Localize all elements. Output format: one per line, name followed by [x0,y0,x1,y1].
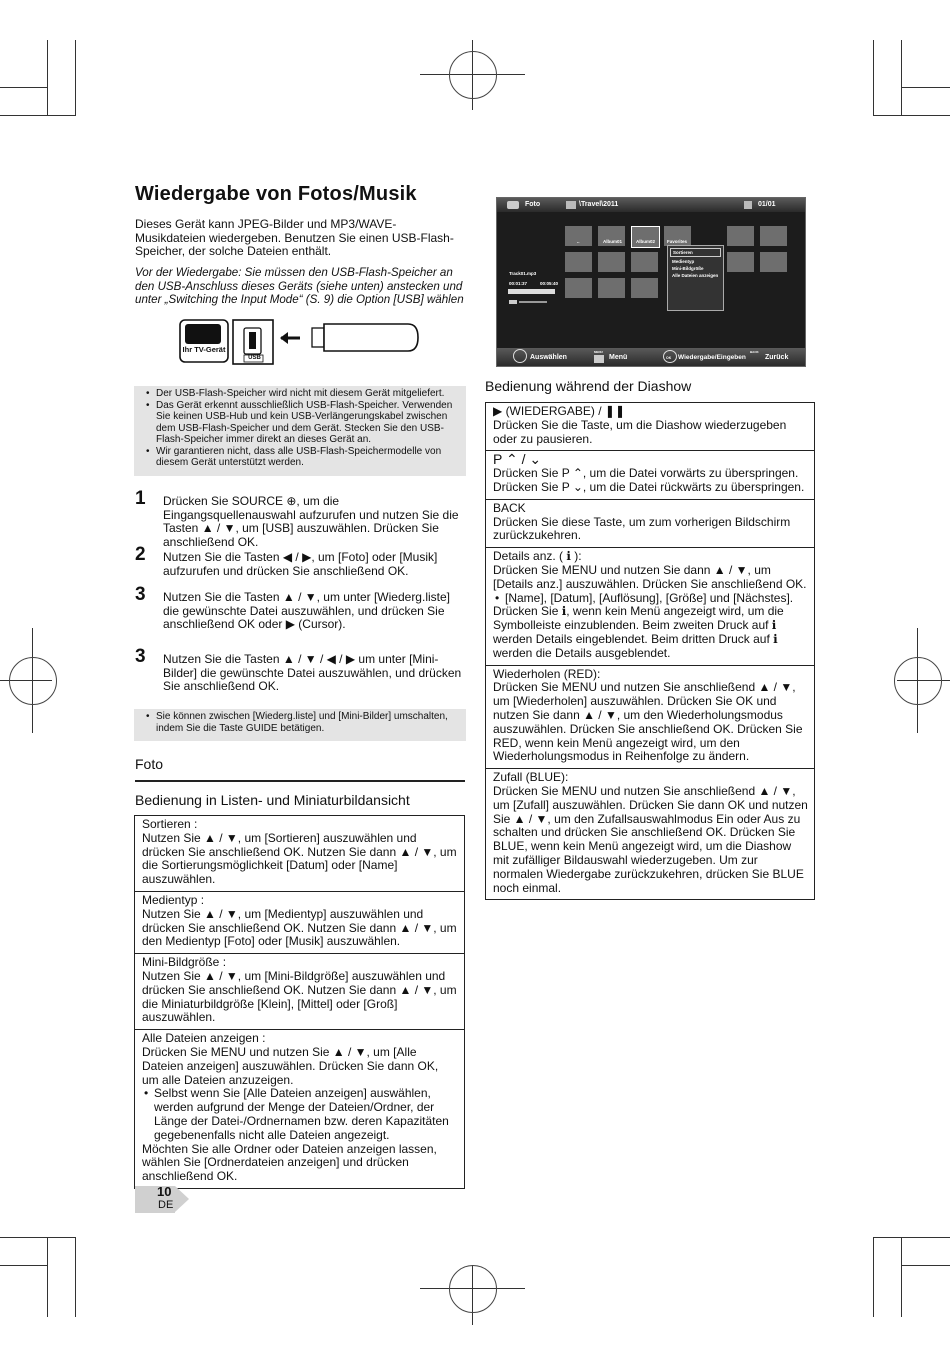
row-text: Drücken Sie MENU und nutzen Sie anschließend ▲ / ▼, um [Wiederholen] auszuwählen. Drücken Sie OK und nutzen Sie dann ▲ / ▼, um den Wiederholungsmodus auszuwählen. Drücken Sie anschließend OK. Drücken Sie RED, wenn kein Menü angezeigt wird, um den Wiederholungsmodus in Reihenfolge zu ändern. [493,680,803,764]
registration-circle [9,657,57,705]
page-number: 10 [157,1184,172,1199]
tv-label: Ihr TV-Gerät [182,345,226,354]
row-title: Wiederholen (RED): [493,666,601,681]
intro-text: Dieses Gerät kann JPEG-Bilder und MP3/WAVE-Musikdateien wiedergeben. Benutzen Sie einen USB-Flash-Speicher, der solche Dateien enthält. [135,217,454,258]
step-number: 3 [135,584,146,605]
table-row [486,769,815,900]
crop-mark [901,40,902,115]
table-row [486,665,815,769]
page-counter: 01/01 [758,201,776,208]
row-text: Drücken Sie MENU und nutzen Sie ▲ / ▼, um [Alle Dateien anzeigen] auszuwählen. Drücken Sie dann OK, um alle Dateien anzuzeigen. [142,1044,439,1087]
photo-thumb [598,278,625,298]
slideshow-controls-table [485,402,815,900]
track-name: Track01.mp3 [509,271,537,276]
registration-circle [894,657,942,705]
menu-key-label: MENU [594,350,603,354]
crop-mark [0,87,48,88]
row-text: Drücken Sie MENU und nutzen Sie dann ▲ / ▼, um [Details anz.] auszuwählen. Drücken Sie anschließend OK. [493,562,807,591]
row-title: Mini-Bildgröße : [142,955,227,970]
photo-thumb [727,252,754,272]
table-row [486,451,815,499]
crop-mark [75,40,76,115]
registration-circle [449,1265,497,1313]
play-label: Wiedergabe/Eingeben [678,354,746,361]
table-row [135,1030,465,1189]
section-heading-foto: Foto [135,756,164,772]
folder-thumb [631,226,660,248]
photo-thumb [631,252,658,272]
table-row [135,816,465,892]
crop-mark [873,40,874,115]
row-text: Nutzen Sie ▲ / ▼, um [Medientyp] auszuwählen und drücken Sie anschließend OK. Nutzen Sie dann ▲ / ▼, um den Medientyp [Foto] oder [Musik] auszuwählen. [142,906,457,949]
folder-label: Favorites [667,239,688,244]
camera-icon [507,201,519,209]
row-title: Alle Dateien anzeigen : [142,1031,266,1046]
photo-thumb [565,278,592,298]
tip-item: • Sie können zwischen [Wiederg.liste] und [Mini-Bilder] umschalten, indem Sie die Taste GUIDE betätigen. [146,711,466,734]
registration-circle [449,51,497,99]
section-divider [135,780,465,782]
intro-note: Vor der Wiedergabe: Sie müssen den USB-Flash-Speicher an den USB-Anschluss dieses Geräts (siehe unten) anstecken und unter „Switching the Input Mode“ (S. 9) die Option [USB] wählen [135,266,464,306]
table-row [486,403,815,451]
step-3b [135,646,465,694]
row-text: Nutzen Sie ▲ / ▼, um [Mini-Bildgröße] auszuwählen und drücken Sie anschließend OK. Nutzen Sie dann ▲ / ▼, um die Miniaturbildgröße [Klein], [Mittel] oder [Groß] auszuwählen. [142,968,457,1025]
row-title: Medientyp : [142,892,205,907]
track-time-start: 00:01:37 [509,281,528,286]
table-row [135,954,465,1030]
menu-item: Mini-Bildgröße [672,266,704,271]
crop-mark [47,1237,48,1317]
progress-bar [508,289,555,294]
step-number: 3 [135,646,146,667]
tv-screen-mockup [496,197,806,367]
notes-box [134,386,466,476]
back-label: Zurück [765,354,789,361]
step-number: 2 [135,544,146,565]
folder-label: .. [577,239,580,244]
step-text: Nutzen Sie die Tasten ▲ / ▼ / ◀ / ▶ um unter [Mini-Bilder] die gewünschte Datei auszuwählen, und drücken Sie anschließend OK. [163,652,462,693]
page-title: Wiedergabe von Fotos/Musik [135,183,417,205]
list-controls-table [134,815,465,1189]
crop-mark [75,1237,76,1317]
row-text: Nutzen Sie ▲ / ▼, um [Sortieren] auszuwählen und drücken Sie anschließend OK. Nutzen Sie dann ▲ / ▼, um die Sortierungsmöglichkeit [Datum] oder [Name] auszuwählen. [142,830,457,887]
row-title: P ⌃ / ⌄ [493,451,542,468]
cross-key-icon [513,349,527,363]
back-key-label: BACK [750,350,759,354]
usb-port-label: USB [248,355,261,361]
volume-icon [509,300,517,304]
row-title: BACK [493,500,526,515]
menu-item: Medientyp [672,259,695,264]
row-text: Drücken Sie die Taste, um die Diashow wiederzugeben oder zu pausieren. [493,417,787,446]
row-text: Drücken Sie MENU und nutzen Sie anschließend ▲ / ▼, um [Zufall] auszuwählen. Drücken Sie dann OK und nutzen Sie ▲ / ▼, um den Zufallsauswahlmodus Ein oder Aus zu schalten und drücken Sie anschließend OK. Drücken Sie BLUE, wenn kein Menü angezeigt wird, um die Diashow mit zufälliger Bildauswahl wiederzugeben. Um zur normalen Wiedergabe zurückzukehren, drücken Sie BLUE noch einmal. [493,783,808,895]
crop-mark [0,1237,76,1238]
row-title: Sortieren : [142,817,198,831]
photo-thumb [565,252,592,272]
mode-label: Foto [525,201,541,208]
crop-mark [873,1237,874,1317]
folder-label: Album01 [603,239,623,244]
row-title: Details anz. ( ℹ ): [493,549,582,564]
crop-mark [902,87,950,88]
table-row [135,891,465,953]
note-item: • Der USB-Flash-Speicher wird nicht mit diesem Gerät mitgeliefert. [146,388,466,400]
sort-menu-popup [667,245,724,311]
row-text: Drücken Sie ℹ, wenn kein Menü angezeigt wird, um die Symbolleiste einzublenden. Beim zweiten Druck auf ℹ werden Details eingeblendet. Beim dritten Druck auf ℹ werden die Details ausgeblendet. [493,604,784,660]
menu-item: Sortieren [670,248,721,257]
crop-mark [873,1237,950,1238]
tip-box [134,709,466,741]
usb-connection-graphic [178,318,423,366]
row-bullet: • Selbst wenn Sie [Alle Dateien anzeigen] auswählen, werden aufgrund der Menge der Dateien/Ordner, der Länge der Datei-/Ordnernamen bzw. deren Kapazitäten gegebenenfalls nicht alle Dateien angezeigt. [142,1087,458,1142]
menu-label: Menü [609,354,628,361]
row-title: ▶ (WIEDERGABE) / ❚❚ [493,404,626,418]
subheading-list: Bedienung in Listen- und Miniaturbildansicht [135,792,410,808]
row-bullet: • [Name], [Datum], [Auflösung], [Größe] und [Nächstes]. [493,592,808,606]
subheading-slideshow: Bedienung während der Diashow [485,378,692,394]
note-item: • Wir garantieren nicht, dass alle USB-Flash-Speichermodelle von diesem Gerät unterstützt werden. [146,446,466,469]
row-text: Möchten Sie alle Ordner oder Dateien anzeigen lassen, wählen Sie [Ordnerdateien anzeigen] und drücken anschließend OK. [142,1141,437,1184]
table-row [486,499,815,547]
step-1 [135,488,465,549]
page-icon [744,201,752,209]
path-label: \Travel\2011 [579,201,619,208]
photo-thumb [760,226,787,246]
folder-label: Album02 [636,239,656,244]
row-text: Drücken Sie diese Taste, um zum vorherigen Bildschirm zurückzukehren. [493,514,791,543]
crop-mark [901,1237,902,1317]
note-item: • Das Gerät erkennt ausschließlich USB-Flash-Speicher. Verwenden Sie keinen USB-Hub und kein USB-Verlängerungskabel zwischen dem USB-Flash-Speicher und dem Gerät. Stecken Sie den USB-Flash-Speicher immer direkt an dieses Gerät an. [146,400,466,446]
step-text: Drücken Sie SOURCE ⊕, um die Eingangsquellenauswahl aufzurufen und nutzen Sie die Tasten ▲ / ▼, um [USB] auszuwählen. Drücken Sie anschließend OK. [163,494,459,549]
crop-mark [0,1265,48,1266]
step-text: Nutzen Sie die Tasten ▲ / ▼, um unter [Wiederg.liste] die gewünschte Datei auszuwählen, und drücken Sie anschließend OK oder ▶ (Cursor). [163,590,450,631]
menu-key-icon [594,355,604,363]
row-text: Drücken Sie P ⌃, um die Datei vorwärts zu überspringen. Drücken Sie P ⌄, um die Datei rückwärts zu überspringen. [493,466,805,494]
step-2 [135,544,465,578]
photo-thumb [631,278,658,298]
menu-item: Alle Dateien anzeigen [672,273,719,278]
select-label: Auswählen [530,354,567,361]
step-text: Nutzen Sie die Tasten ◀ / ▶, um [Foto] oder [Musik] aufzurufen und drücken Sie anschließend OK. [163,550,438,578]
step-number: 1 [135,488,146,509]
page-language: DE [158,1199,174,1211]
crop-mark [873,115,950,116]
folder-icon [566,201,576,209]
photo-thumb [760,252,787,272]
track-time-end: 00:05:40 [540,281,559,286]
crop-mark [0,115,76,116]
step-3a [135,584,465,632]
crop-mark [902,1265,950,1266]
photo-thumb [727,226,754,246]
volume-slider [519,301,547,303]
table-row [486,548,815,665]
ok-key-label: OK [666,356,672,360]
crop-mark [47,40,48,115]
row-title: Zufall (BLUE): [493,770,569,785]
photo-thumb [598,252,625,272]
